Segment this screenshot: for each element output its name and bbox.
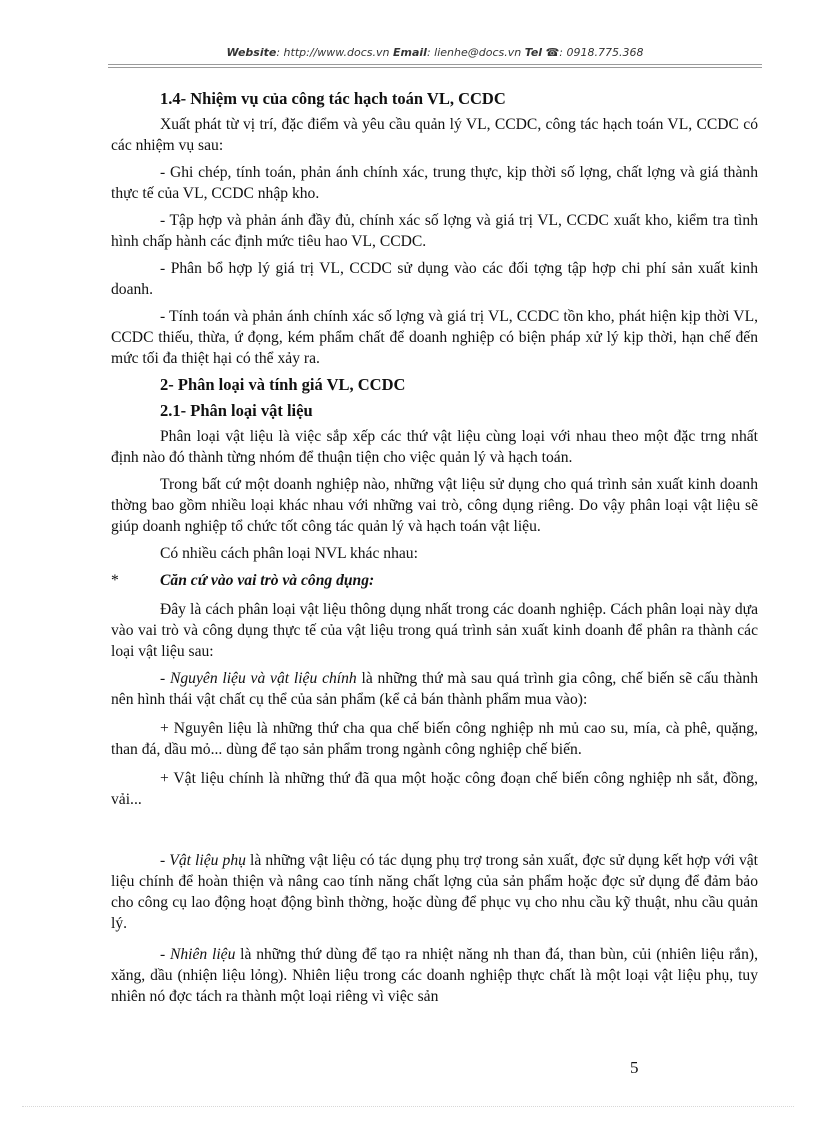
document-body <box>111 82 758 1007</box>
paragraph: - Ghi chép, tính toán, phản ánh chính xác, trung thực, kịp thời số lợng, chất lợng và giá thành thực tế của VL, CCDC nhập kho. <box>111 164 758 202</box>
header-rule-bottom <box>108 67 762 68</box>
page-number: 5 <box>630 1058 639 1077</box>
criterion-heading-text: Căn cứ vào vai trò và công dụng: <box>160 572 375 589</box>
term-text: là những thứ dùng để tạo ra nhiệt năng nh than đá, than bùn, củi (nhiên liệu rắn), xăng, dầu (nhiện liệu lỏng). Nhiên liệu trong các doanh nghiệp thực chất là một loại vật liệu phụ, tuy nhiên nó đợc tách ra thành một loại riêng vì việc sản <box>111 946 758 1005</box>
term-label: - Nhiên liệu <box>160 946 236 963</box>
paragraph: Trong bất cứ một doanh nghiệp nào, những vật liệu sử dụng cho quá trình sản xuất kinh doanh thờng bao gồm nhiều loại khác nhau với những vai trò, công dụng riêng. Do vậy phân loại vật liệu sẽ giúp doanh nghiệp tổ chức tốt công tác quản lý và hạch toán vật liệu. <box>111 476 758 535</box>
page-header <box>108 46 762 59</box>
header-rule-top <box>108 64 762 65</box>
paragraph: - Tập hợp và phản ánh đầy đủ, chính xác số lợng và giá trị VL, CCDC xuất kho, kiểm tra tình hình chấp hành các định mức tiêu hao VL, CCDC. <box>111 212 758 250</box>
website-label: Website <box>226 46 277 59</box>
website-value: : http://www.docs.vn <box>276 46 390 59</box>
heading-2: 2- Phân loại và tính giá VL, CCDC <box>160 375 406 394</box>
phone-icon: ☎ <box>545 46 560 59</box>
paragraph <box>111 850 758 934</box>
email-label: Email <box>393 46 427 59</box>
term-text: là những thứ mà sau quá trình gia công, chế biến sẽ cấu thành nên hình thái vật chất cụ thể của sản phẩm (kể cả bán thành phẩm mua vào): <box>111 670 758 708</box>
paragraph: Đây là cách phân loại vật liệu thông dụng nhất trong các doanh nghiệp. Cách phân loại này dựa vào vai trò và công dụng thực tế của vật liệu trong quá trình sản xuất kinh doanh để phân ra thành các loại vật liệu sau: <box>111 601 758 660</box>
email-value: : lienhe@docs.vn <box>426 46 522 59</box>
term-label: - Vật liệu phụ <box>160 852 246 869</box>
term-text: là những vật liệu có tác dụng phụ trợ trong sản xuất, đợc sử dụng kết hợp với vật liệu chính để hoàn thiện và nâng cao tính năng chất lợng của sản phẩm hoặc đợc sử dụng để đảm bảo cho công cụ lao động hoạt động bình thờng, hoặc dùng để phục vụ cho nhu cầu kỹ thuật, nhu cầu quản lý. <box>111 852 758 932</box>
paragraph: - Tính toán và phản ánh chính xác số lợng và giá trị VL, CCDC tồn kho, phát hiện kịp thời VL, CCDC thiếu, thừa, ứ đọng, kém phẩm chất để doanh nghiệp có biện pháp xử lý kịp thời, hạn chế đến mức tối đa thiệt hại có thể xảy ra. <box>111 308 758 367</box>
footer-divider <box>22 1106 794 1107</box>
bullet-star: * <box>111 572 119 589</box>
paragraph <box>111 668 758 710</box>
paragraph: - Phân bổ hợp lý giá trị VL, CCDC sử dụng vào các đối tợng tập hợp chi phí sản xuất kinh doanh. <box>111 260 758 298</box>
paragraph: Có nhiều cách phân loại NVL khác nhau: <box>160 545 418 562</box>
criterion-heading <box>111 570 758 591</box>
tel-value: : 0918.775.368 <box>559 46 644 59</box>
heading-1-4: 1.4- Nhiệm vụ của công tác hạch toán VL, CCDC <box>160 89 506 108</box>
term-label: - Nguyên liệu và vật liệu chính <box>160 670 357 687</box>
paragraph: + Vật liệu chính là những thứ đã qua một hoặc công đoạn chế biến công nghiệp nh sắt, đồng, vải... <box>111 770 758 808</box>
paragraph: Phân loại vật liệu là việc sắp xếp các thứ vật liệu cùng loại với nhau theo một đặc trng nhất định nào đó thành từng nhóm để thuận tiện cho việc quản lý và hạch toán. <box>111 428 758 466</box>
paragraph: Xuất phát từ vị trí, đặc điểm và yêu cầu quản lý VL, CCDC, công tác hạch toán VL, CCDC có các nhiệm vụ sau: <box>111 116 758 154</box>
tel-label: Tel <box>524 46 543 59</box>
heading-2-1: 2.1- Phân loại vật liệu <box>160 401 313 420</box>
paragraph <box>111 944 758 1007</box>
paragraph: + Nguyên liệu là những thứ cha qua chế biến công nghiệp nh mủ cao su, mía, cà phê, quặng, than đá, dầu mỏ... dùng để tạo sản phẩm trong ngành công nghiệp chế biến. <box>111 720 758 758</box>
